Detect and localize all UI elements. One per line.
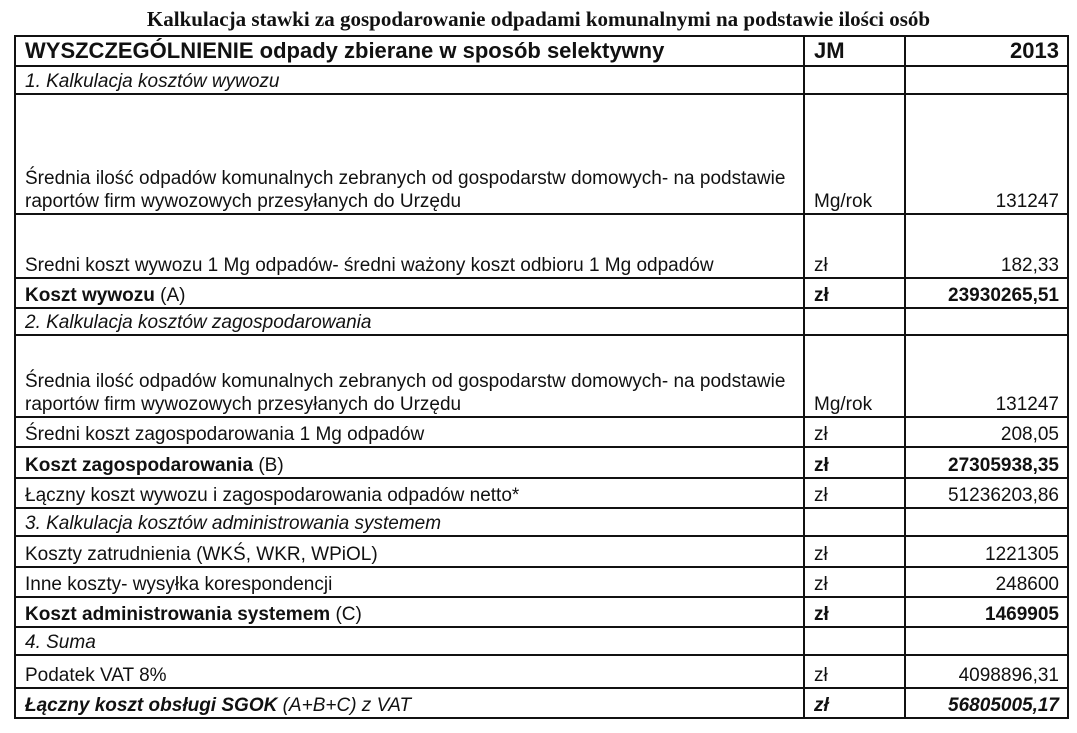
row-value: 4098896,31 — [905, 655, 1068, 688]
row-label: Średnia ilość odpadów komunalnych zebranych od gospodarstw domowych- na podstawie raportów firm wywozowych przesyłanych do Urzędu — [15, 335, 804, 417]
header-unit: JM — [804, 36, 905, 66]
row-value: 248600 — [905, 567, 1068, 597]
header-year: 2013 — [905, 36, 1068, 66]
section-label: 3. Kalkulacja kosztów administrowania systemem — [15, 508, 804, 536]
row-label-suffix: (A+B+C) z VAT — [282, 695, 412, 716]
row-label: Koszt administrowania systemem — [25, 604, 331, 625]
row-unit: Mg/rok — [804, 94, 905, 214]
row-label: Sredni koszt wywozu 1 Mg odpadów- średni ważony koszt odbioru 1 Mg odpadów — [15, 214, 804, 278]
row-unit: zł — [804, 688, 905, 718]
row-label-suffix: (B) — [258, 455, 284, 476]
row-unit: zł — [804, 567, 905, 597]
section-label: 4. Suma — [15, 627, 804, 655]
row-label: Podatek VAT 8% — [15, 655, 804, 688]
row-label: Łączny koszt obsługi SGOK — [25, 695, 278, 716]
row-value: 23930265,51 — [905, 278, 1068, 308]
table-row — [15, 417, 1068, 447]
subtotal-row-b — [15, 447, 1068, 478]
row-value: 1221305 — [905, 536, 1068, 567]
table-row — [15, 536, 1068, 567]
row-value: 131247 — [905, 94, 1068, 214]
row-label: Średni koszt zagospodarowania 1 Mg odpadów — [15, 417, 804, 447]
section-label: 2. Kalkulacja kosztów zagospodarowania — [15, 308, 804, 335]
section-row-management — [15, 308, 1068, 335]
table-row — [15, 655, 1068, 688]
row-unit: zł — [804, 214, 905, 278]
subtotal-row-c — [15, 597, 1068, 627]
row-value: 27305938,35 — [905, 447, 1068, 478]
row-value: 131247 — [905, 335, 1068, 417]
table-row — [15, 94, 1068, 214]
calculation-table — [14, 35, 1069, 719]
row-label: Inne koszty- wysyłka korespondencji — [15, 567, 804, 597]
row-value: 56805005,17 — [905, 688, 1068, 718]
header-specification: WYSZCZEGÓLNIENIE odpady zbierane w sposób selektywny — [15, 36, 804, 66]
row-label: Koszt wywozu — [25, 285, 155, 306]
table-row — [15, 335, 1068, 417]
row-unit: zł — [804, 478, 905, 508]
row-value: 182,33 — [905, 214, 1068, 278]
section-label: 1. Kalkulacja kosztów wywozu — [15, 66, 804, 94]
row-unit: zł — [804, 417, 905, 447]
row-label: Koszty zatrudnienia (WKŚ, WKR, WPiOL) — [15, 536, 804, 567]
document-title: Kalkulacja stawki za gospodarowanie odpadami komunalnymi na podstawie ilości osób — [146, 7, 931, 31]
row-value: 51236203,86 — [905, 478, 1068, 508]
table-header-row — [15, 36, 1068, 66]
row-unit: Mg/rok — [804, 335, 905, 417]
section-row-sum — [15, 627, 1068, 655]
row-unit: zł — [804, 536, 905, 567]
row-unit: zł — [804, 278, 905, 308]
subtotal-row-a — [15, 278, 1068, 308]
row-value: 208,05 — [905, 417, 1068, 447]
row-label-suffix: (A) — [160, 285, 186, 306]
row-label: Łączny koszt wywozu i zagospodarowania odpadów netto* — [15, 478, 804, 508]
grand-total-row — [15, 688, 1068, 718]
table-row — [15, 567, 1068, 597]
row-label: Średnia ilość odpadów komunalnych zebranych od gospodarstw domowych- na podstawie raportów firm wywozowych przesyłanych do Urzędu — [15, 94, 804, 214]
row-unit: zł — [804, 655, 905, 688]
row-label: Koszt zagospodarowania — [25, 455, 254, 476]
row-unit: zł — [804, 447, 905, 478]
row-unit: zł — [804, 597, 905, 627]
table-row — [15, 478, 1068, 508]
row-label-suffix: (C) — [335, 604, 362, 625]
section-row-transport — [15, 66, 1068, 94]
row-value: 1469905 — [905, 597, 1068, 627]
table-row — [15, 214, 1068, 278]
section-row-administration — [15, 508, 1068, 536]
